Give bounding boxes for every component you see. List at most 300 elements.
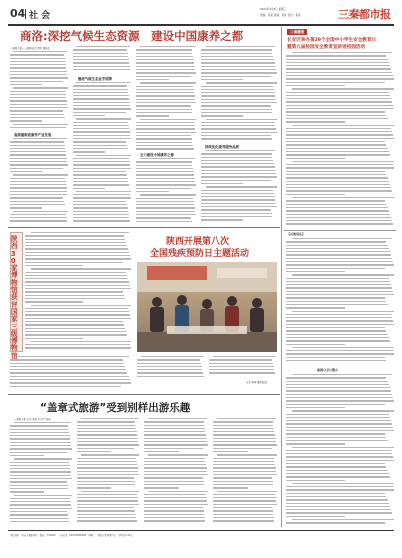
text-line: [286, 460, 394, 461]
text-line: [25, 262, 123, 263]
text-line: [286, 111, 385, 112]
text-line: [31, 268, 131, 269]
text-line: [286, 486, 393, 487]
text-line: [213, 474, 277, 475]
text-line: [25, 288, 131, 289]
text-line: [73, 171, 126, 172]
main-article-col-4: [201, 46, 277, 142]
text-line: [76, 191, 131, 192]
text-line: [144, 425, 204, 426]
text-line: [10, 194, 68, 195]
text-line: [286, 522, 385, 523]
text-line: [25, 308, 128, 309]
text-line: [201, 95, 275, 96]
main-article-col-1: [10, 51, 68, 132]
text-line: [73, 49, 127, 50]
text-line: [73, 148, 128, 149]
text-line: [77, 464, 137, 465]
text-line: [292, 274, 394, 275]
text-line: [136, 165, 192, 166]
right-brief-body-2: [286, 374, 394, 526]
main-article-col-2b: [73, 82, 131, 224]
text-line: [25, 275, 127, 276]
text-line: [136, 49, 192, 50]
text-line: [286, 387, 390, 388]
text-line: [10, 91, 65, 92]
text-line: [286, 360, 386, 361]
text-line: [10, 471, 71, 472]
travel-col-4: [213, 418, 277, 526]
text-line: [136, 161, 192, 162]
text-line: [286, 489, 394, 490]
text-line: [10, 181, 66, 182]
text-line: [13, 51, 66, 52]
text-line: [213, 438, 276, 439]
text-line: [213, 471, 276, 472]
text-line: [286, 251, 390, 252]
main-article-col-3: [136, 46, 196, 152]
text-line: [25, 235, 124, 236]
text-line: [13, 211, 68, 212]
text-line: [286, 304, 388, 305]
text-line: [292, 125, 394, 126]
text-line: [286, 291, 393, 292]
text-line: [25, 281, 129, 282]
text-line: [286, 284, 391, 285]
text-line: [201, 59, 274, 60]
text-line: [73, 112, 126, 113]
text-line: [286, 466, 386, 467]
text-line: [286, 294, 394, 295]
text-line: [136, 89, 194, 90]
text-line: [25, 314, 130, 315]
text-line: [213, 467, 276, 468]
text-line: [77, 514, 135, 515]
main-article-subhead-3: 全力建设中国康养之都: [140, 153, 174, 157]
text-line: [25, 338, 83, 339]
text-line: [73, 59, 129, 60]
text-line: [10, 488, 68, 489]
right-brief-label-2: 案例分享与警示: [317, 368, 339, 372]
text-line: [77, 520, 137, 521]
text-line: [77, 481, 135, 482]
text-line: [73, 181, 128, 182]
text-line: [286, 151, 389, 152]
text-line: [144, 458, 205, 459]
text-line: [286, 220, 392, 221]
text-line: [213, 425, 273, 426]
text-line: [10, 58, 65, 59]
text-line: [286, 437, 386, 438]
text-line: [286, 92, 389, 93]
text-line: [201, 56, 273, 57]
text-line: [213, 444, 277, 445]
text-line: [292, 161, 394, 162]
text-line: [286, 72, 392, 73]
right-kicker: 三秦播报: [287, 29, 307, 35]
text-line: [10, 100, 67, 101]
text-line: [136, 112, 192, 113]
text-line: [213, 477, 272, 478]
text-line: [25, 298, 125, 299]
text-line: [73, 158, 129, 159]
text-line: [201, 219, 243, 220]
text-line: [144, 428, 205, 429]
text-line: [144, 477, 203, 478]
text-line: [201, 66, 275, 67]
text-line: [144, 517, 205, 518]
text-line: [10, 145, 65, 146]
text-line: [206, 186, 277, 187]
text-line: [73, 184, 129, 185]
text-line: [77, 421, 135, 422]
text-line: [144, 504, 208, 505]
side-article-title: 陕西30家博物馆获评国家三级博物馆: [11, 235, 18, 360]
text-line: [10, 67, 66, 68]
text-line: [201, 72, 277, 73]
text-line: [73, 214, 129, 215]
text-line: [286, 167, 394, 168]
text-line: [144, 461, 205, 462]
text-line: [25, 334, 127, 335]
text-line: [136, 145, 193, 146]
text-line: [144, 474, 208, 475]
text-line: [286, 271, 345, 272]
side-article-body: [25, 232, 131, 354]
text-line: [137, 363, 201, 364]
text-line: [292, 238, 391, 239]
text-line: [286, 440, 388, 441]
text-line: [286, 95, 390, 96]
text-line: [81, 418, 138, 419]
text-line: [136, 184, 196, 185]
event-credit: 记者 某某 摄影报道: [246, 381, 267, 384]
text-line: [25, 331, 126, 332]
text-line: [10, 372, 127, 373]
text-line: [286, 473, 389, 474]
text-line: [77, 438, 138, 439]
text-line: [10, 197, 63, 198]
text-line: [286, 245, 388, 246]
text-line: [144, 434, 206, 435]
text-line: [286, 350, 393, 351]
text-line: [286, 314, 391, 315]
text-line: [10, 521, 69, 522]
text-line: [286, 281, 390, 282]
event-caption-col-1: [137, 356, 205, 382]
text-line: [73, 168, 131, 169]
text-line: [10, 386, 121, 387]
text-line: [144, 514, 204, 515]
text-line: [286, 115, 386, 116]
text-line: [136, 125, 195, 126]
text-line: [136, 211, 195, 212]
text-line: [286, 55, 386, 56]
footer-text: 本报地址：西安市某路某号 邮编：710000 广告热线：029-00000000 印刷：三秦都市报印务中心 零售价1.50元: [10, 534, 133, 537]
text-line: [201, 53, 272, 54]
text-line: [10, 77, 68, 78]
text-line: [213, 431, 274, 432]
text-line: [213, 451, 248, 452]
text-line: [213, 507, 272, 508]
text-line: [77, 494, 137, 495]
text-line: [136, 171, 194, 172]
text-line: [73, 220, 130, 221]
text-line: [77, 487, 111, 488]
text-line: [144, 510, 204, 511]
text-line: [213, 500, 276, 501]
text-line: [25, 291, 123, 292]
text-line: [286, 509, 391, 510]
text-line: [73, 141, 126, 142]
text-line: [77, 471, 138, 472]
text-line: [213, 520, 274, 521]
text-line: [286, 453, 392, 454]
text-line: [292, 347, 394, 348]
text-line: [213, 484, 273, 485]
text-line: [144, 471, 207, 472]
text-line: [201, 49, 272, 50]
text-line: [136, 109, 192, 110]
text-line: [136, 72, 196, 73]
text-line: [10, 481, 67, 482]
text-line: [286, 516, 345, 517]
text-line: [10, 148, 65, 149]
text-line: [144, 487, 179, 488]
main-article-subhead-1: 高质量推进康养产业发展: [14, 133, 52, 137]
text-line: [286, 158, 345, 159]
text-line: [10, 369, 126, 370]
text-line: [136, 79, 169, 80]
text-line: [148, 418, 207, 419]
text-line: [14, 495, 72, 496]
text-line: [77, 431, 137, 432]
text-line: [10, 54, 64, 55]
text-line: [141, 356, 204, 357]
main-headline: 商洛:深挖气候生态资源 建设中国康养之都: [20, 29, 244, 43]
text-line: [286, 268, 385, 269]
text-line: [136, 95, 195, 96]
text-line: [77, 444, 139, 445]
text-line: [201, 190, 273, 191]
event-photo: [137, 262, 277, 352]
text-line: [286, 297, 385, 298]
text-line: [140, 194, 196, 195]
text-line: [136, 92, 194, 93]
text-line: [136, 174, 194, 175]
text-line: [136, 128, 195, 129]
text-line: [286, 423, 392, 424]
text-line: [10, 438, 70, 439]
text-line: [136, 53, 192, 54]
text-line: [10, 382, 131, 383]
travel-headline: “盖章式旅游”受到别样出游乐趣: [40, 402, 191, 414]
text-line: [201, 105, 271, 106]
text-line: [137, 366, 202, 367]
text-line: [286, 59, 388, 60]
text-line: [77, 477, 134, 478]
text-line: [10, 117, 65, 118]
text-line: [10, 366, 125, 367]
travel-col-2: [77, 418, 139, 526]
text-line: [14, 422, 71, 423]
text-line: [136, 115, 169, 116]
text-line: [292, 447, 394, 448]
text-line: [201, 213, 272, 214]
editor-line: 责编：某某 美编：某某 校对：某某: [260, 14, 301, 17]
text-line: [25, 265, 83, 266]
text-line: [292, 374, 391, 375]
text-line: [201, 125, 275, 126]
text-line: [286, 85, 345, 86]
text-line: [286, 184, 390, 185]
text-line: [286, 171, 385, 172]
text-line: [13, 124, 68, 125]
text-line: [10, 508, 72, 509]
text-line: [213, 517, 274, 518]
text-line: [286, 463, 385, 464]
text-line: [25, 255, 130, 256]
text-line: [73, 204, 127, 205]
text-line: [201, 62, 275, 63]
text-line: [10, 448, 72, 449]
main-article-subhead-2: 擦亮气候生态金字招牌: [78, 77, 112, 81]
text-line: [201, 122, 275, 123]
text-line: [286, 105, 393, 106]
masthead: [10, 6, 398, 22]
text-line: [286, 420, 391, 421]
text-line: [140, 82, 196, 83]
text-line: [136, 217, 191, 218]
text-line: [137, 376, 204, 377]
text-line: [10, 518, 68, 519]
text-line: [73, 131, 130, 132]
text-line: [10, 81, 63, 82]
text-line: [286, 278, 389, 279]
text-line: [136, 181, 195, 182]
text-line: [213, 487, 248, 488]
right-divider: [284, 230, 396, 231]
text-line: [144, 464, 206, 465]
text-line: [286, 75, 393, 76]
text-line: [209, 366, 274, 367]
text-line: [13, 138, 66, 139]
text-line: [136, 148, 194, 149]
text-line: [286, 190, 392, 191]
travel-byline: 三秦都市报 记者 某某 实习生 某某: [14, 418, 51, 421]
text-line: [73, 69, 130, 70]
text-line: [286, 138, 394, 139]
text-line: [286, 320, 393, 321]
text-line: [286, 427, 393, 428]
text-line: [286, 181, 389, 182]
text-line: [213, 510, 273, 511]
text-line: [73, 62, 129, 63]
text-line: [10, 110, 63, 111]
text-line: [286, 118, 388, 119]
text-line: [286, 433, 385, 434]
text-line: [137, 359, 200, 360]
text-line: [31, 341, 131, 342]
text-line: [286, 397, 393, 398]
text-line: [286, 417, 390, 418]
text-line: [201, 138, 272, 139]
text-line: [286, 357, 385, 358]
text-line: [201, 193, 274, 194]
text-line: [136, 122, 194, 123]
page-number: 04: [10, 7, 26, 20]
text-line: [292, 519, 394, 520]
text-line: [201, 203, 276, 204]
text-line: [144, 421, 204, 422]
text-line: [73, 95, 129, 96]
text-line: [286, 65, 390, 66]
text-line: [10, 171, 42, 172]
text-line: [73, 178, 128, 179]
text-line: [201, 99, 276, 100]
text-line: [77, 500, 138, 501]
text-line: [286, 400, 394, 401]
right-title-line-2: 暨第九届校园安全教育宣讲进校园活动: [287, 45, 366, 50]
text-line: [201, 183, 243, 184]
text-line: [136, 214, 196, 215]
text-line: [286, 301, 386, 302]
text-line: [286, 187, 391, 188]
text-line: [286, 430, 394, 431]
text-line: [286, 78, 394, 79]
text-line: [10, 214, 66, 215]
text-line: [144, 484, 204, 485]
event-title-line-2: 全国残疾预防日主题活动: [150, 249, 250, 259]
text-line: [77, 497, 138, 498]
main-article-col-1b: [10, 138, 68, 224]
text-line: [201, 199, 275, 200]
text-line: [136, 135, 191, 136]
text-line: [286, 337, 389, 338]
text-line: [10, 74, 67, 75]
text-line: [10, 217, 67, 218]
text-line: [136, 56, 193, 57]
text-line: [213, 458, 274, 459]
text-line: [10, 504, 71, 505]
text-line: [286, 204, 386, 205]
text-line: [25, 278, 128, 279]
text-line: [10, 359, 123, 360]
text-line: [144, 520, 205, 521]
text-line: [136, 59, 194, 60]
right-title-line-1: 长安区举办第29个全国中小学生安全教育日: [287, 38, 377, 43]
text-line: [25, 252, 129, 253]
text-line: [286, 287, 392, 288]
text-line: [286, 377, 386, 378]
text-line: [213, 494, 275, 495]
text-line: [73, 151, 105, 152]
text-line: [77, 504, 139, 505]
main-article-byline: 三秦都市报—三秦网记者 程彤 通讯员: [10, 47, 50, 50]
text-line: [10, 485, 68, 486]
text-line: [137, 369, 202, 370]
text-line: [144, 467, 207, 468]
text-line: [286, 340, 390, 341]
text-line: [10, 207, 42, 208]
text-line: [10, 120, 42, 121]
text-line: [10, 97, 66, 98]
text-line: [217, 418, 276, 419]
text-line: [286, 456, 393, 457]
text-line: [10, 435, 70, 436]
text-line: [286, 248, 389, 249]
text-line: [73, 53, 128, 54]
